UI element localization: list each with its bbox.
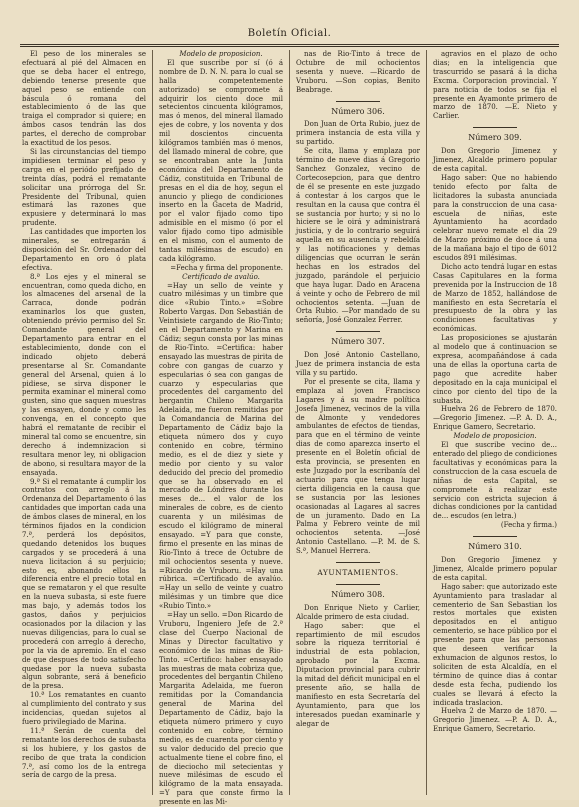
section-heading: Modelo de proposicion. [179,50,263,58]
paragraph: Si las circunstancias del tiempo impidiesen terminar el peso y carga en el periódo prefijado de treinta días, podrá el rematante solicitar una prórroga del Sr. Presidente del Tribunal, quien estimará las razones que expusiere y determinará lo mas prudente. [22,147,146,228]
section-heading: Certificado de avalúo. [182,272,260,281]
signature-line: (Fecha y firma.) [500,521,557,530]
column-divider [289,50,290,795]
separator-rule [473,536,517,537]
paragraph: Hago saber: que autorizado este Ayuntamiento para trasladar al cementerio de San Sebastian los restos mortales que existen depositados en el antiguo cementerio, se hace público por el presente para que las personas que deseen verificar la exhumacion de algunos restos, lo soliciten de esta Alcaldía, en el término de quince dias á contar desde esta fecha, pudiendo los cuales se llevará á efecto la indicada traslacion. [433,582,557,707]
signature-line: =Fecha y firma del proponente. [170,263,283,272]
paragraph: Se cita, llama y emplaza por término de nueve dias á Gregorio Sanchez Gonzalez, vecino de Cortecosepcion, para que dentro de él se presente en este juzgado á contestar á los cargos que le resultan en la causa que contra él se sustancia por hurto; y si no lo hiciere se le oirá y administrará justicia, y de lo contrario seguirá aquella en su ausencia y rebeldía y las notificaciones y demas diligencias que ocurran le serán hechas en los estrados del juzgado, parándole el perjuicio que haya lugar. Dado en Aracena á veinte y ocho de Febrero de mil ochocientos setenta. —Juan de Orta Rubio. —Por mandado de su señoría, José Gonzalez Ferrer. [296,147,420,325]
section-heading: AYUNTAMIENTOS. [317,568,399,578]
notice-number: Número 308. [331,589,385,599]
header-rule-secondary [20,46,559,47]
separator-rule [336,562,380,563]
notice-number: Número 310. [468,542,522,552]
notice-number: Número 309. [468,133,522,143]
notice-number: Número 307. [331,337,385,347]
column-3 [296,50,420,795]
paragraph: =Hay un sello. =Don Ricardo de Vruboru, Ingeniero Jefe de 2.ª clase del Cuerpo Nacional de Minas y Director facultativo y económico de las minas de Rio-Tinto. =Certifico: haber ensayado las muestras de mata cobriza que, procedentes del bergantin Chileno Margarita Adelaida, me fueron remitidas por la Comandancia general de Marina del Departamento de Cádiz, bajo la etiqueta número primero y cuyo contenido en cobre, término medio, es de cuarenta por ciento y su valor deducido del precio que actualmente tiene el cobre fino, el de dieciocho mil setecientas y nueve milésimas de escudo el kilógramo de la mata ensayada. =Y para que conste firmo la presente en las Mi- [159,611,283,807]
paragraph: Huelva 2 de Marzo de 1870. —Gregorio Jimenez. —P. A. D. A., Enrique Gamero, Secretario. [433,707,557,734]
paragraph: El que suscribe por sí (ó á nombre de D. N. N. para lo cual se halla competentemente autorizado) se compromete á adquirir los ciento doce mil setecientos cincuenta kilógramos, mas ó menos, del mineral llamado ejes de cobre, y los noventa y dos mil doscientos cincuenta kilógramos también mas ó menos, del llamado mineral de cobre, que se encontraban ante la Junta económica del Departamento de Cádiz, constituida en Tribunal de presas en el dia de hoy, segun el anuncio y pliego de condiciones inserto en la Gaceta de Madrid, por el valor fijado como tipo admisible en el mismo (ó por el valor fijado como tipo admisible en el mismo, con el aumento de tantas milésimas de escudo) en cada kilógramo. [159,58,283,263]
paragraph: Don Juan de Orta Rubio, juez de primera instancia de esta villa y su partido. [296,120,420,147]
separator-rule [336,584,380,585]
paragraph: Dicho acto tendrá lugar en estas Casas Capitulares en la forma prevenida por la Instruccion de 18 de Marzo de 1852, hallándose de manifiesto en esta Secretaría el presupuesto de la obra y las condiciones facultativas y económicas. [433,262,557,334]
column-2 [159,50,283,807]
paragraph: Por el presente se cita, llama y emplaza al joven Francisco Lagares y á su madre política Josefa Jimenez, vecinos de la villa de Almonte y vendedores ambulantes de efectos de tiendas, para que en el término de veinte dias de como aparezca inserto el presente en el Boletín oficial de esta provincia, se presenten en este Juzgado por la escribanía del actuario para que tenga lugar cierta diligencia en la causa que se sustancia por las lesiones ocasionadas al Lagares al sacres de un juramento. Dado en La Palma y Febrero veinte de mil ochocientos setenta. —José Antonio Castellano. —P. M. de S. S.ª, Manuel Herrera. [296,377,420,556]
page-title: Boletín Oficial. [247,28,332,39]
separator-rule [336,101,380,102]
paragraph: Don Enrique Nieto y Carlier, Alcalde primero de esta ciudad. [296,603,420,621]
separator-rule [336,331,380,332]
column-divider [152,50,153,795]
paragraph: Hago saber: Que no habiendo tenido efecto por falta de licitadores la subasta anunciada para la construccion de una casa-escuela de niñas, este Ayuntamiento ha acordado celebrar nuevo remate el dia 29 de Marzo próximo de doce á una de la mañana bajo el tipo de 6012 escudos 891 milésimas. [433,173,557,263]
paragraph: 9.ª Si el rematante á cumplir los contratos con arreglo á la Ordenanza del Departamento ó las cantidades que importan cada una de ámbos clases de mineral, en los términos fijados en la condicion 7.ª, perderá los depósitos, quedando detenidos los buques cargados y se procederá á una nueva licitacion á su perjuicio; esto es, abonando ellos la diferencia entre el precio total en que se remataron y el que resulte en la nueva subasta, si este fuere mas bajo, y además todos los gastos, daños y perjuicios ocasionados por la dilacion y las nuevas diligencias, para lo cual se procederá con arreglo á derecho, por la via de apremio. En el caso de que despues de todo satisfecho quedase por la nueva subasta algun sobrante, será á beneficio de la presa. [22,477,146,691]
paragraph: Huelva 26 de Febrero de 1870. —Gregorio Jimenez. —P. A. D. A., Enrique Gamero, Secretario. [433,405,557,432]
paragraph: 11.ª Serán de cuenta del rematante los derechos de subasta si los hubiere, y los gastos de recibo de que trata la condicion 7.ª, así como los de la entrega sería de cargo de la presa. [22,726,147,780]
paragraph: Don Gregorio Jimenez y Jimenez, Alcalde primero popular de esta capital. [433,556,557,582]
paragraph: 8.ª Los ejes y el mineral se encuentran, como queda dicho, en los almacenes del arsenal de la Carraca, donde podrán examinarlos los que gusten, obteniendo prévio permiso del Sr. Comandante general del Departamento para entrar en el establecimiento, donde con el indicado objeto deberá presentarse al Sr. Comandante general del Arsenal, quien á lo pidiese, se sirva disponer le permita examinar el mineral como gusten, sino que saquen muestras y las ensayen, donde y como les convenga, en el concepto que habrá el rematante de recibir el mineral tal como se encuentre, sin derecho á indemnizacion si resultara menor ley, ni obligacion de abono, si resultara mayor de la ensayada. [22,272,146,477]
paragraph: agravios en el plazo de ocho dias; en la inteligencia que trascurrido se pasará á la dicha Excma. Corporacion provincial. Y para noticia de todos se fija el presente en Ayamonte primero de marzo de 1870. —E. Nieto y Carlier. [433,50,557,121]
column-4 [433,50,557,795]
paragraph: El peso de los minerales se efectuará al pié del Almacen en que se deba hacer el entrego, debiendo tenerse presente que aquel peso se entiende con báscula ó romana del establecimiento ó de las que traiga el comprador si quiere; en ámbos casos tendrán las dos partes, el derecho de comprobar la exactitud de los pesos. [22,50,146,148]
paragraph: El que suscribe vecino de... enterado del pliego de condiciones facultativas y económicas para la construccion de la casa escuela de niñas de esta Capital, se compromete á realizar este servicio con estricta sujecion á dichas condiciones por la cantidad de... escudos (en letra.) [433,441,557,521]
paragraph: Hago saber: que el repartimiento de mil escudos sobre la riqueza territorial é industrial de esta poblacion, aprobado por la Excma. Diputacion provincial para cubrir la mitad del déficit municipal en el presente año, se halla de manifiesto en esta Secretaría del Ayuntamiento, para que los interesados puedan examinarle y alegar de [296,621,420,728]
paragraph: nas de Rio-Tinto á trece de Octubre de mil ochocientos sesenta y nueve. —Ricardo de Vruboru. —Son copias, Benito Beabrage. [296,50,420,94]
column-divider [426,50,427,795]
paragraph: Don Gregorio Jimenez y Jimenez, Alcalde primero popular de esta capital. [433,147,557,173]
paragraph: 10.ª Los rematantes en cuanto al cumplimiento del contrato y sus incidencias, quedan sujetos al fuero privilegiado de Marina. [22,691,146,726]
paragraph: =Hay un sello de veinte y cuatro milésimas y un timbre que dice «Rubio Tinto.» =Sobre Roberto Vargas. Don Sebastián de Veintisiete cargando de Rio-Tinto; en el Departamento y Marina en Cádiz; segun consta por las minas de Rio-Tinto. =Certifica: haber ensayado las muestras de pirita de cobre con gangas de cuarzo y especularias ó sea con gangas de cuarzo y especularias que procedentes del cargamento del bergantin Chileno Margarita Adelaida, me fueron remitidas por la Comandancia de Marina del Departamento de Cádiz bajo la etiqueta número dos y cuyo contenido en cobre, término medio, es el de diez y siete y medio por ciento y su valor deducido del precio del promedio que se ha observado en el mercado de Lóndres durante los meses de... el valor de los minerales de cobre, es de ciento cuarenta y un milésimas de escudo el kilógramo de mineral ensayado. =Y para que conste, firmo el presente en las minas de Rio-Tinto á trece de Octubre de mil ochocientos sesenta y nueve. =Ricardo de Vruboru. =Hay una rúbrica. =Certificado de avalúo. =Hay un sello de veinte y cuatro milésimas y un timbre que dice «Rubio Tinto.» [159,281,283,611]
paragraph: Las proposiciones se ajustarán al modelo que á continuacion se expresa, acompañándose á cada una de ellas la oportuna carta de pago que acredite haber depositado en la caja municipal el cinco por ciento del tipo de la subasta. [433,334,557,405]
header-rule [20,44,559,45]
paragraph: Don José Antonio Castellano, Juez de primera instancia de esta villa y su partido. [296,351,420,377]
page-header [0,28,579,42]
separator-rule [473,127,517,128]
notice-number: Número 306. [331,106,385,116]
paragraph: Las cantidades que importen los minerales, se entregarán á disposición del Sr. Ordenador del Departamento en oro ó plata efectiva. [22,228,146,272]
column-1 [22,50,146,795]
section-heading: Modelo de proposicion. [453,432,537,441]
